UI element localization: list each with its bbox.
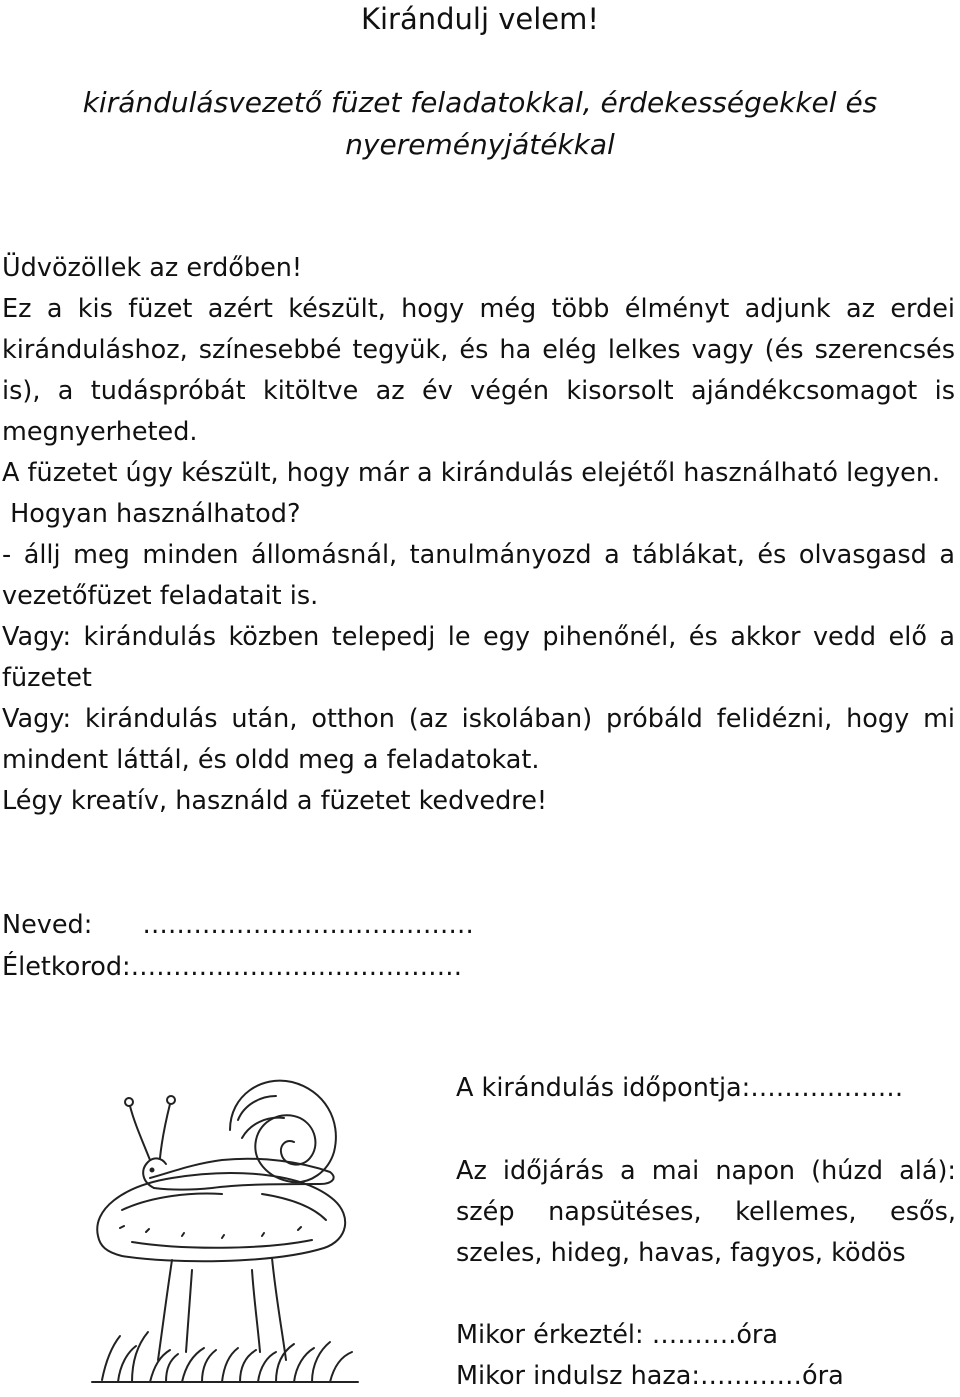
usage-option-2: Vagy: kirándulás közben telepedj le egy pihenőnél, és akkor vedd elő a füzetet bbox=[2, 622, 955, 693]
age-blank[interactable]: ………………………………… bbox=[130, 952, 463, 982]
personal-fields bbox=[2, 904, 474, 988]
weather-prompt: Az időjárás a mai napon (húzd alá): szép napsütéses, kellemes, esős, szeles, hideg, havas, fagyos, ködös bbox=[456, 1156, 956, 1268]
name-label: Neved: bbox=[2, 910, 93, 940]
departure-time-line[interactable]: Mikor indulsz haza:…………óra bbox=[456, 1361, 844, 1391]
weather-section bbox=[456, 1151, 956, 1274]
subtitle-line-2: nyereményjátékkal bbox=[345, 128, 615, 161]
page-title: Kirándulj velem! bbox=[360, 2, 600, 36]
time-fields bbox=[456, 1315, 956, 1397]
intro-paragraph: Ez a kis füzet azért készült, hogy még több élményt adjunk az erdei kiránduláshoz, színesebbé tegyük, és ha elég lelkes vagy (és szerencsés is), a tudáspróbát kitöltve az év végén kisorsolt ajándékcsomagot is megnyerheted. bbox=[2, 294, 955, 447]
usage-note: A füzetet úgy készült, hogy már a kirándulás elejétől használható legyen. bbox=[2, 458, 941, 488]
snail-on-mushroom-icon bbox=[62, 1060, 382, 1385]
closing-line: Légy kreatív, használd a füzetet kedvedre! bbox=[2, 786, 548, 816]
age-label: Életkorod: bbox=[2, 952, 131, 982]
greeting: Üdvözöllek az erdőben! bbox=[2, 253, 303, 283]
age-field[interactable] bbox=[2, 946, 474, 988]
usage-option-3: Vagy: kirándulás után, otthon (az iskolában) próbáld felidézni, hogy mi mindent láttál, és oldd meg a feladatokat. bbox=[2, 704, 955, 775]
intro-section bbox=[2, 248, 955, 822]
usage-option-1: - állj meg minden állomásnál, tanulmányozd a táblákat, és olvasgasd a vezetőfüzet feladatait is. bbox=[2, 540, 955, 611]
arrival-time-line[interactable]: Mikor érkeztél: ……….óra bbox=[456, 1320, 779, 1350]
name-field[interactable] bbox=[2, 904, 474, 946]
trip-date-line[interactable]: A kirándulás időpontja:……………… bbox=[456, 1073, 904, 1103]
how-heading: Hogyan használhatod? bbox=[2, 499, 301, 529]
subtitle-line-1: kirándulásvezető füzet feladatokkal, érdekességekkel és bbox=[82, 86, 878, 119]
name-blank[interactable]: ………………………………… bbox=[142, 910, 474, 940]
subtitle bbox=[0, 82, 960, 166]
